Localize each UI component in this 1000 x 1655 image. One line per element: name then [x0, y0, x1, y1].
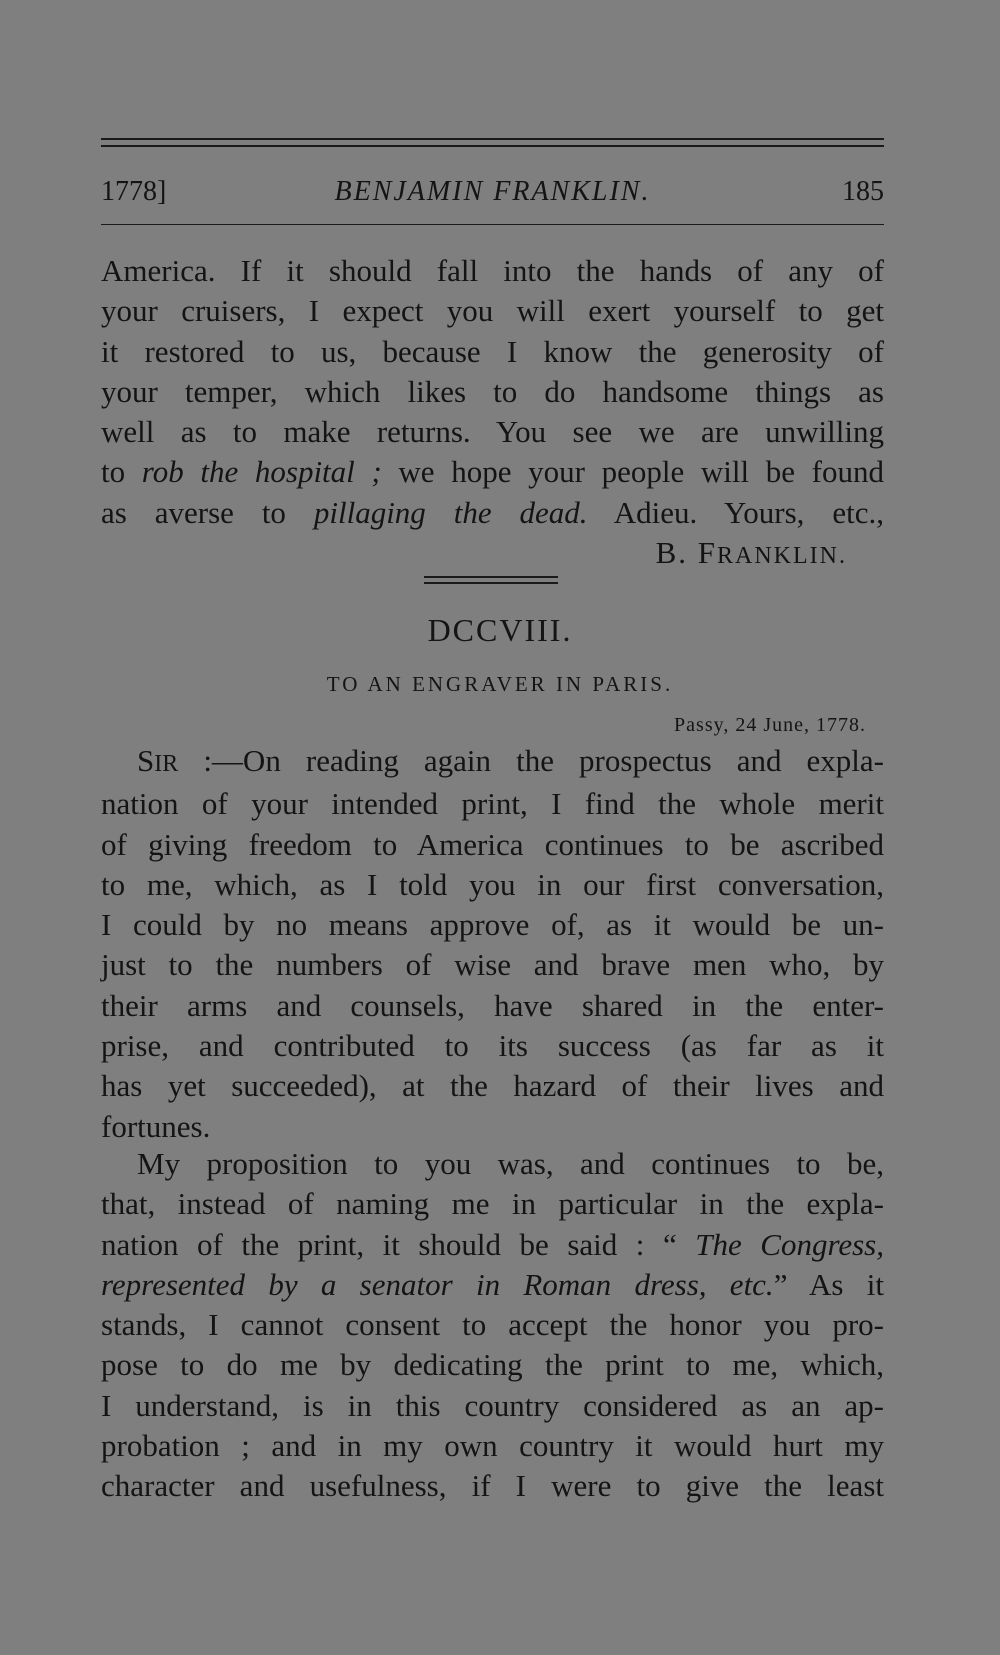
- text-run: Adieu. Yours, etc.,: [587, 494, 884, 530]
- text-run: ” As it: [773, 1266, 884, 1302]
- text-line: it restored to us, because I know the generosity of: [101, 333, 884, 369]
- text-run: nation of the print, it should be said : “: [101, 1226, 696, 1262]
- text-run: :—On reading again the prospectus and expla-: [178, 743, 884, 778]
- letter-number: DCCVIII.: [427, 612, 573, 648]
- text-line: [101, 493, 884, 533]
- page-number: 185: [842, 176, 884, 207]
- header-title: BENJAMIN FRANKLIN.: [334, 176, 651, 207]
- text-line: [101, 1225, 884, 1265]
- text-line: stands, I cannot consent to accept the honor you pro-: [101, 1307, 884, 1343]
- text-line: [101, 452, 884, 492]
- signature: [101, 535, 847, 571]
- salutation-rest: IR: [154, 751, 179, 777]
- continuation-paragraph: [101, 251, 884, 533]
- salutation-initial: S: [137, 743, 155, 778]
- italic-run: rob the hospital ;: [141, 454, 382, 490]
- header-rule: [101, 224, 884, 225]
- italic-run: represented by a senator in Roman dress, etc.: [101, 1266, 774, 1302]
- text-line: has yet succeeded), at the hazard of their lives and: [101, 1068, 884, 1104]
- text-line: just to the numbers of wise and brave men who, by: [101, 947, 884, 983]
- letter-place: Passy,: [674, 714, 730, 736]
- section-divider: [424, 576, 558, 578]
- text-line: nation of your intended print, I find the whole merit: [101, 786, 884, 822]
- text-line: that, instead of naming me in particular in the expla-: [101, 1186, 884, 1222]
- text-line: your cruisers, I expect you will exert yourself to get: [101, 293, 884, 329]
- signature-initial: B. F: [655, 535, 717, 570]
- header-year: 1778]: [101, 176, 167, 207]
- letter-paragraph-1: [101, 741, 884, 1147]
- text-run: to: [101, 454, 142, 490]
- text-line: fortunes.: [101, 1108, 211, 1144]
- text-line: your temper, which likes to do handsome things as: [101, 373, 884, 409]
- text-run: as averse to: [101, 494, 314, 530]
- running-header: [101, 168, 884, 212]
- top-rule-inner: [101, 145, 884, 147]
- text-line: their arms and counsels, have shared in the enter-: [101, 987, 884, 1023]
- top-rule: [101, 138, 884, 140]
- text-line: I understand, is in this country considered as an ap-: [101, 1387, 884, 1423]
- text-line: probation ; and in my own country it would hurt my: [101, 1428, 884, 1464]
- text-line: pose to do me by dedicating the print to me, which,: [101, 1347, 884, 1383]
- text-line: of giving freedom to America continues to be ascribed: [101, 826, 884, 862]
- italic-run: The Congress,: [695, 1226, 884, 1262]
- letter-recipient: TO AN ENGRAVER IN PARIS.: [326, 672, 674, 696]
- text-line: well as to make returns. You see we are unwilling: [101, 414, 884, 450]
- text-line: character and usefulness, if I were to give the least: [101, 1468, 884, 1504]
- text-line: America. If it should fall into the hands of any of: [101, 253, 884, 288]
- text-line: [101, 1265, 884, 1305]
- letter-paragraph-2: [101, 1144, 884, 1507]
- text-line: prise, and contributed to its success (as far as it: [101, 1028, 884, 1064]
- text-line: My proposition to you was, and continues to be,: [137, 1146, 884, 1181]
- letter-dateline: [674, 714, 866, 737]
- signature-rest: RANKLIN.: [717, 543, 847, 569]
- text-line: [101, 741, 884, 784]
- text-line: I could by no means approve of, as it would be un-: [101, 907, 884, 943]
- italic-run: pillaging the dead.: [313, 494, 588, 530]
- section-divider: [424, 582, 558, 584]
- text-line: to me, which, as I told you in our first conversation,: [101, 866, 884, 902]
- text-run: we hope your people will be found: [381, 454, 885, 490]
- letter-date: 24 June, 1778.: [735, 714, 866, 736]
